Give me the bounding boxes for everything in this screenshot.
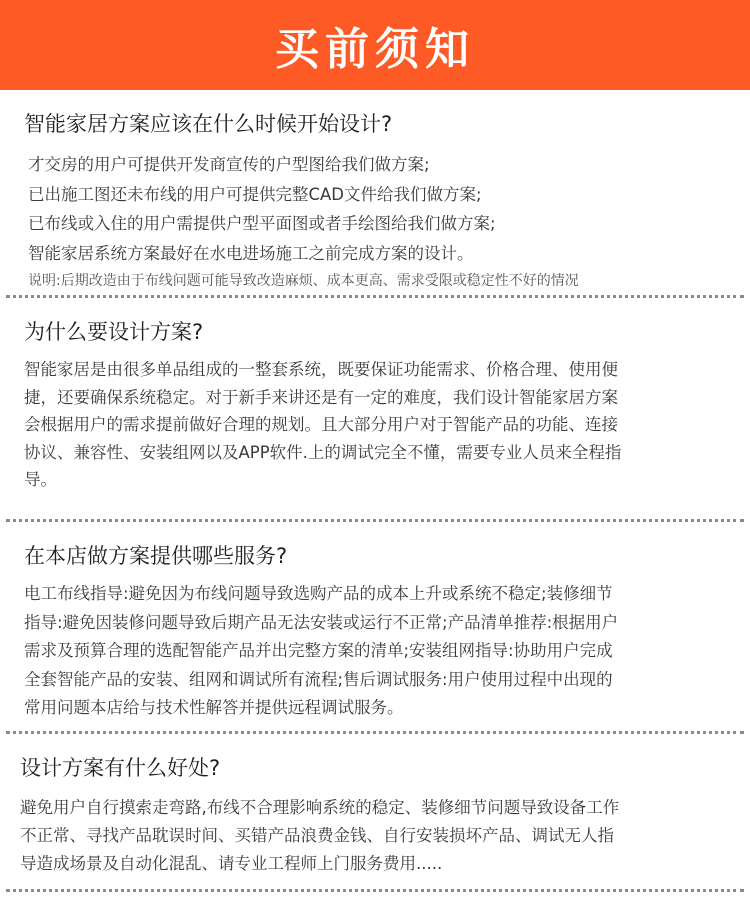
section-note: 说明:后期改造由于布线问题可能导致改造麻烦、成本更高、需求受限或稳定性不好的情况	[28, 273, 579, 289]
section-line: 指导:避免因装修问题导致后期产品无法安装或运行不正常;产品清单推荐:根据用户	[24, 612, 619, 632]
section-line: 才交房的用户可提供开发商宣传的户型图给我们做方案;	[28, 155, 430, 174]
section-paragraph	[20, 794, 726, 878]
section-line: 不正常、寻找产品耽误时间、买错产品浪费金钱、自行安装损坏产品、调试无人指	[20, 826, 614, 845]
section-benefits	[0, 734, 750, 889]
section-when-to-design	[0, 90, 750, 295]
section-line: 智能家居是由很多单品组成的一整套系统，既要保证功能需求、价格合理、使用便	[24, 360, 618, 379]
section-paragraph	[24, 356, 726, 494]
section-line: 避免用户自行摸索走弯路,布线不合理影响系统的稳定、装修细节问题导致设备工作	[20, 798, 620, 817]
section-question: 为什么要设计方案?	[24, 320, 204, 344]
section-line: 全套智能产品的安装、组网和调试所有流程;售后调试服务:用户使用过程中出现的	[24, 669, 613, 689]
section-line: 捷，还要确保系统稳定。对于新手来讲还是有一定的难度，我们设计智能家居方案	[24, 387, 618, 407]
section-line: 导造成场景及自动化混乱、请专业工程师上门服务费用.....	[20, 854, 443, 873]
section-services	[0, 522, 750, 731]
section-line: 需求及预算合理的选配智能产品并出完整方案的清单;安装组网指导:协助用户完成	[24, 641, 613, 660]
section-why-design	[0, 298, 750, 519]
section-question: 在本店做方案提供哪些服务?	[24, 544, 288, 568]
section-paragraph	[24, 580, 726, 723]
section-line: 已布线或入住的用户需提供户型平面图或者手绘图给我们做方案;	[28, 214, 496, 233]
section-line: 已出施工图还未布线的用户可提供完整CAD文件给我们做方案;	[28, 184, 482, 204]
section-line: 电工布线指导:避免因为布线问题导致选购产品的成本上升或系统不稳定;装修细节	[24, 584, 613, 603]
section-question: 设计方案有什么好处?	[20, 756, 221, 780]
section-line: 常用问题本店给与技术性解答并提供远程调试服务。	[24, 698, 404, 717]
section-line: 协议、兼容性、安装组网以及APP软件.上的调试完全不懂，需要专业人员来全程指	[24, 442, 622, 462]
page-title: 买前须知	[275, 24, 475, 75]
dotted-divider	[6, 889, 744, 892]
section-line: 会根据用户的需求提前做好合理的规划。且大部分用户对于智能产品的功能、连接	[24, 415, 618, 434]
section-line: 智能家居系统方案最好在水电进场施工之前完成方案的设计。	[28, 243, 474, 263]
section-question: 智能家居方案应该在什么时候开始设计?	[24, 112, 393, 136]
page-header	[0, 0, 750, 90]
section-line: 导。	[24, 470, 57, 489]
